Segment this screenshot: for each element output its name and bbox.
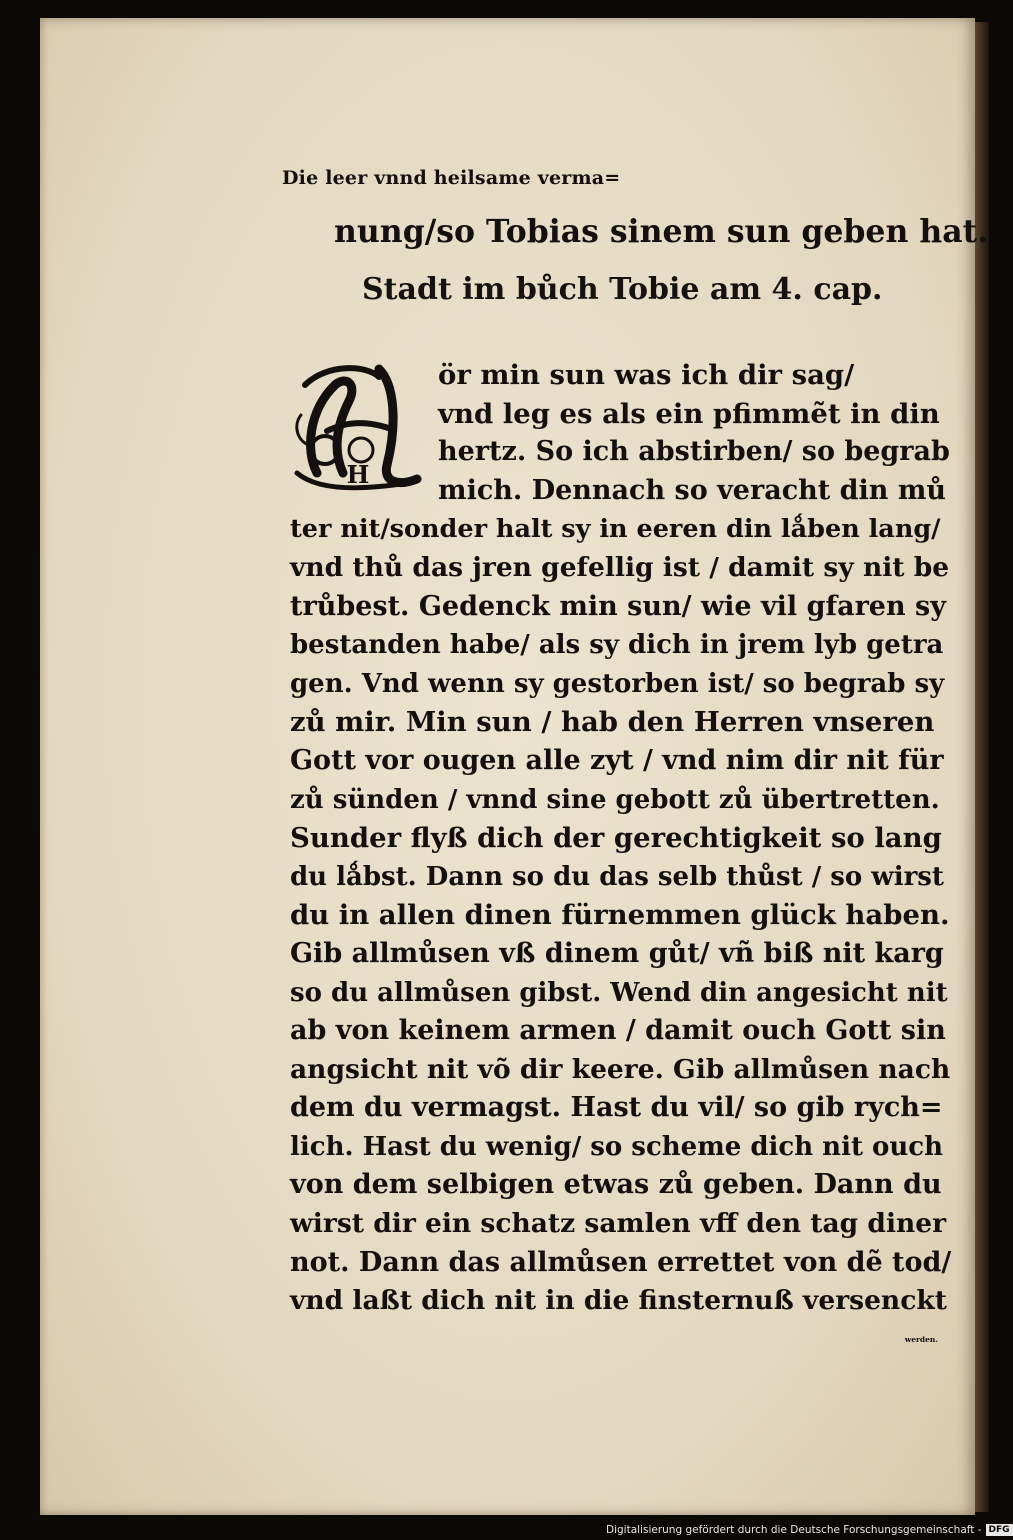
text-line: dem du vermagst. Hast du vil/ so gib rych= xyxy=(290,1092,943,1124)
text-line: du lǻbst. Dann so du das selb thůst / so wirst xyxy=(290,861,944,892)
drop-cap-letter: H xyxy=(346,460,370,489)
text-line: gen. Vnd wenn sy gestorben ist/ so begrab sy xyxy=(290,668,945,699)
text-line: hertz. So ich abstirben/ so begrab xyxy=(438,436,950,468)
heading-line-1: Die leer vnnd heilsame verma= xyxy=(282,167,621,189)
text-line: wirst dir ein schatz samlen vff den tag diner xyxy=(290,1208,947,1240)
scripture-reference: Stadt im bůch Tobie am 4. cap. xyxy=(362,272,883,307)
dfg-logo-icon: DFG xyxy=(986,1524,1013,1536)
text-line: angsicht nit võ dir keere. Gib allmůsen nach xyxy=(290,1053,951,1085)
text-line: bestanden habe/ als sy dich in jrem lyb getra xyxy=(290,630,944,661)
text-line: mich. Dennach so veracht din mů xyxy=(438,474,947,506)
text-line: zů sünden / vnnd sine gebott zů übertretten. xyxy=(290,784,940,815)
text-line: lich. Hast du wenig/ so scheme dich nit ouch xyxy=(290,1131,943,1162)
text-line: vnd laßt dich nit in die finsternuß versenckt xyxy=(290,1285,947,1317)
heading-line-2: nung/so Tobias sinem sun geben hat. xyxy=(334,213,989,250)
text-line: Gott vor ougen alle zyt / vnd nim dir nit für xyxy=(290,744,944,776)
digitization-credit xyxy=(606,1524,1013,1536)
text-line: trůbest. Gedenck min sun/ wie vil gfaren sy xyxy=(290,590,946,622)
text-line: so du allmůsen gibst. Wend din angesicht nit xyxy=(290,977,948,1008)
text-line-last: werden. xyxy=(904,1334,938,1344)
text-line: vnd thů das jren gefellig ist / damit sy nit be xyxy=(290,551,950,583)
text-line: Gib allmůsen vß dinem gůt/ vñ biß nit karg xyxy=(290,937,944,969)
text-line: ter nit/sonder halt sy in eeren din lǻben lang/ xyxy=(290,514,941,545)
body-text xyxy=(290,356,950,1359)
text-line: vnd leg es als ein pfimmẽt in din xyxy=(438,397,940,430)
text-line: not. Dann das allmůsen errettet von dẽ tod/ xyxy=(290,1246,952,1278)
chapter-heading xyxy=(282,150,989,258)
text-line: zů mir. Min sun / hab den Herren vnseren xyxy=(290,706,935,739)
text-line: von dem selbigen etwas zů geben. Dann du xyxy=(290,1169,942,1201)
text-line: ör min sun was ich dir sag/ xyxy=(438,359,855,391)
text-line: du in allen dinen fürnemmen glück haben. xyxy=(290,899,950,932)
text-line: ab von keinem armen / damit ouch Gott sin xyxy=(290,1015,946,1047)
credit-text: Digitalisierung gefördert durch die Deutsche Forschungsgemeinschaft - xyxy=(606,1524,982,1536)
text-line: Sunder flyß dich der gerechtigkeit so lang xyxy=(290,822,942,855)
